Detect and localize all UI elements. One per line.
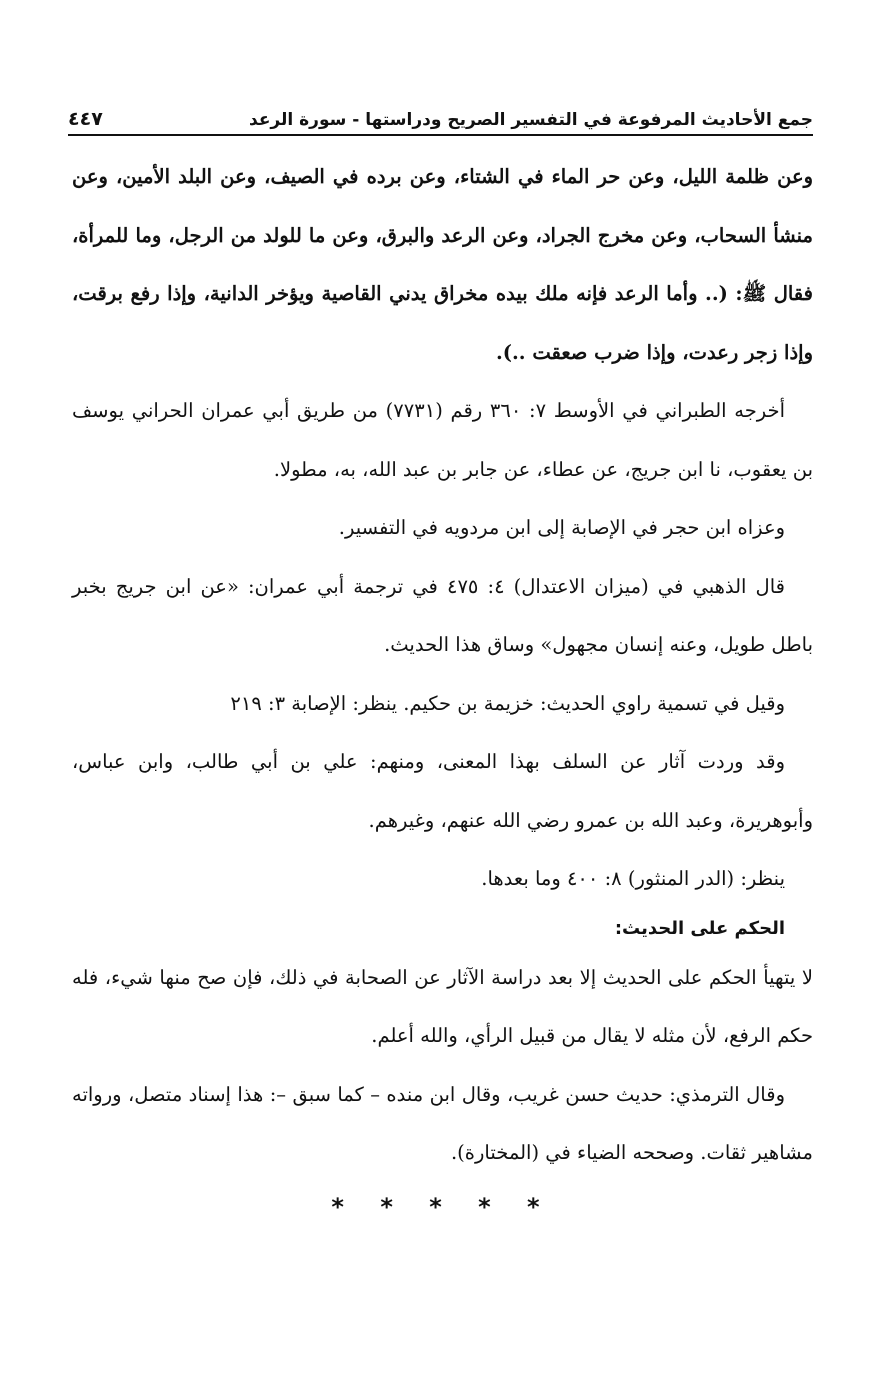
running-header [68,100,813,136]
takhrij-paragraph: أخرجه الطبراني في الأوسط ٧: ٣٦٠ رقم (٧٧٣١) من طريق أبي عمران الحراني يوسف بن يعقوب، نا ابن جريج، عن عطاء، عن جابر بن عبد الله، به، مطولا. [72,399,813,481]
dhahabi-paragraph: قال الذهبي في (ميزان الاعتدال) ٤: ٤٧٥ في ترجمة أبي عمران: «عن ابن جريج بخبر باطل طويل، وعنه إنسان مجهول» وساق هذا الحديث. [72,574,813,656]
header-title: جمع الأحاديث المرفوعة في التفسير الصريح ودراستها - سورة الرعد [249,110,813,130]
ruling-paragraph: لا يتهيأ الحكم على الحديث إلا بعد دراسة الآثار عن الصحابة في ذلك، فإن صح منها شيء، فله حكم الرفع، لأن مثله لا يقال من قبيل الرأي، والله أعلم. [72,965,813,1047]
ruling-heading: الحكم على الحديث: [614,917,785,939]
tirmidhi-paragraph: وقال الترمذي: حديث حسن غريب، وقال ابن منده – كما سبق –: هذا إسناد متصل، ورواته مشاهير ثقات. وصححه الضياء في (المختارة). [72,1082,813,1164]
athar-paragraph: وقد وردت آثار عن السلف بهذا المعنى، ومنهم: علي بن أبي طالب، وابن عباس، وأبوهريرة، وعبد الله بن عمرو رضي الله عنهم، وغيرهم. [72,750,813,832]
attribution-paragraph: وعزاه ابن حجر في الإصابة إلى ابن مردويه في التفسير. [338,516,785,539]
narrator-paragraph: وقيل في تسمية راوي الحديث: خزيمة بن حكيم. ينظر: الإصابة ٣: ٢١٩ [230,691,785,715]
section-separator: * * * * * [331,1192,554,1221]
page-body [72,148,813,1221]
reference-paragraph: ينظر: (الدر المنثور) ٨: ٤٠٠ وما بعدها. [481,867,785,890]
hadith-text: وعن ظلمة الليل، وعن حر الماء في الشتاء، وعن برده في الصيف، وعن البلد الأمين، وعن منشأ السحاب، وعن مخرج الجراد، وعن الرعد والبرق، وعن ما للولد من الرجل، وما للمرأة، فقال ﷺ: (.. وأما الرعد فإنه ملك بيده مخراق يدني القاصية ويؤخر الدانية، وإذا رفع برقت، وإذا زجر رعدت، وإذا ضرب صعقت ..). [72,165,813,364]
page-number: ٤٤٧ [68,108,103,130]
